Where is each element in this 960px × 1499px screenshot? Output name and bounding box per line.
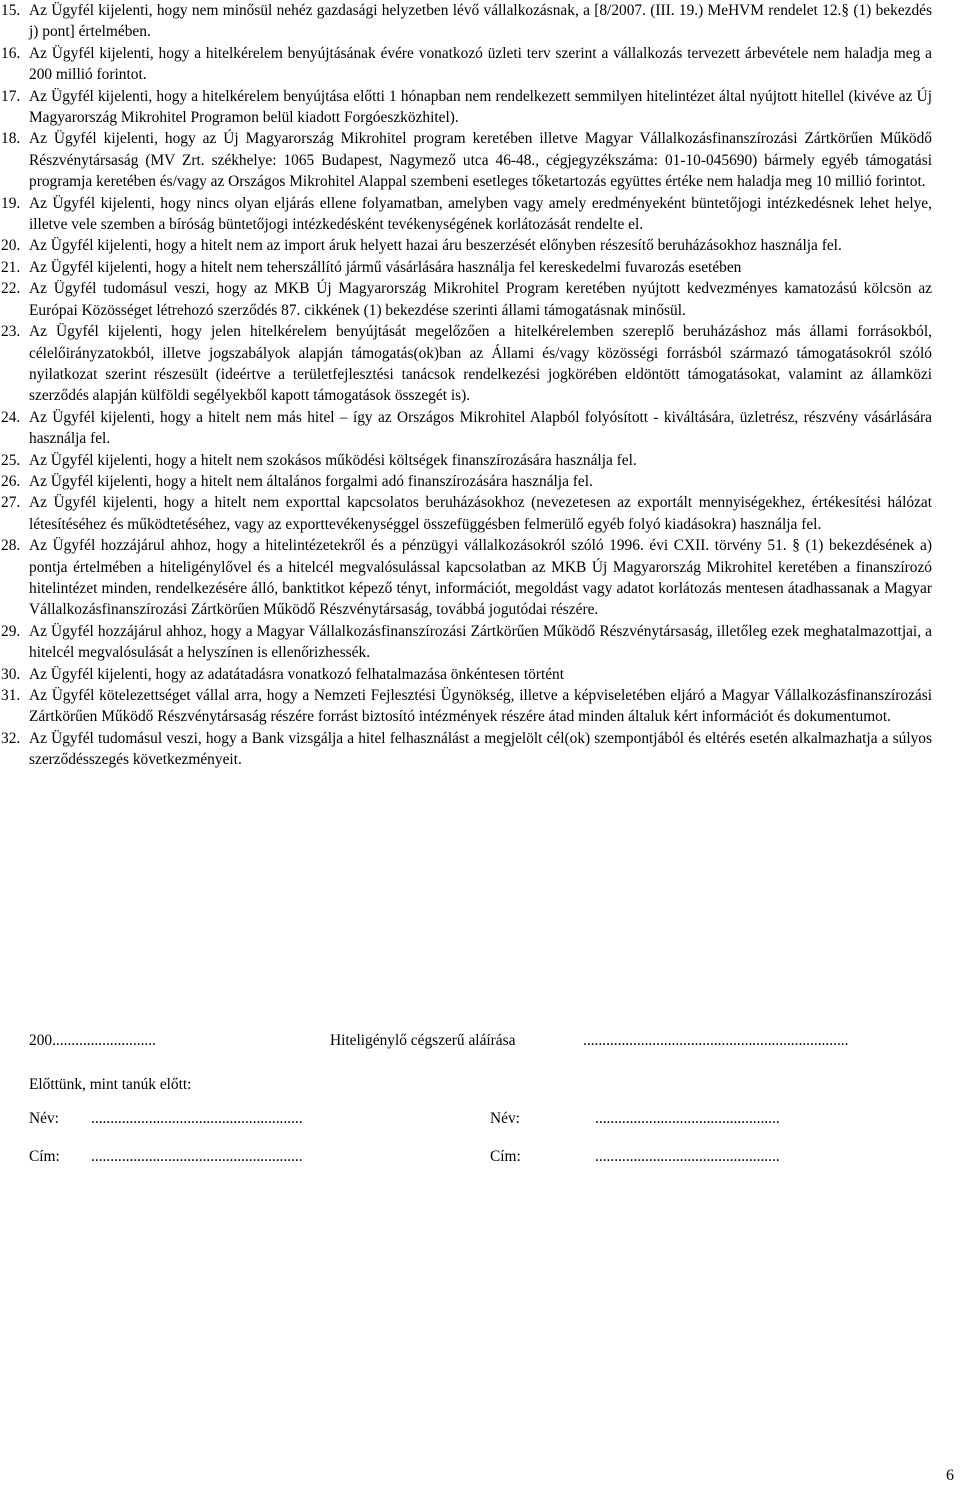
witness-1-name-label: Név: xyxy=(29,1110,59,1127)
clause-27: 27. Az Ügyfél kijelenti, hogy a hitelt nem exporttal kapcsolatos beruházásokhoz (nevezetesen az exportált mennyiségekhez, értékesítési hálózat létesítéséhez és működtetéséhez, vagy az exporttevékenységgel összefüggésben felmerülő egyéb folyó kiadásokra) használja fel. xyxy=(1,494,932,533)
clause-16: 16. Az Ügyfél kijelenti, hogy a hitelkérelem benyújtásának évére vonatkozó üzleti terv szerint a vállalkozás tervezett árbevétele nem haladja meg a 200 millió forintot. xyxy=(1,44,932,84)
witness-1-name-line[interactable]: ....................................................... xyxy=(91,1110,303,1127)
witness-heading: Előttünk, mint tanúk előtt: xyxy=(29,1076,192,1093)
clause-25: 25. Az Ügyfél kijelenti, hogy a hitelt nem szokásos működési költségek finanszírozására használja fel. xyxy=(1,451,637,469)
clause-30: 30. Az Ügyfél kijelenti, hogy az adatátadásra vonatkozó felhatalmazása önkéntesen történt xyxy=(1,665,565,683)
witness-2-address-label: Cím: xyxy=(490,1148,521,1165)
clause-26: 26. Az Ügyfél kijelenti, hogy a hitelt nem általános forgalmi adó finanszírozására használja fel. xyxy=(1,472,593,490)
clause-22: 22. Az Ügyfél tudomásul veszi, hogy az MKB Új Magyarország Mikrohitel Program keretében nyújtott kedvezményes kamatozású kölcsön az Európai Közösséget létrehozó szerződés 87. cikkének (1) bekezdése szerinti állami támogatásnak minősül. xyxy=(1,280,932,319)
clause-20: 20. Az Ügyfél kijelenti, hogy a hitelt nem az import áruk helyett hazai áru beszerzését előnyben részesítő beruházásokhoz használja fel. xyxy=(1,237,842,255)
witness-2-name-label: Név: xyxy=(490,1110,520,1127)
clause-15: 15. Az Ügyfél kijelenti, hogy nem minősül nehéz gazdasági helyzetben lévő vállalkozásnak, a [8/2007. (III. 19.) MeHVM rendelet 12.§ (1) bekezdés j) pont] értelmében. xyxy=(1,2,932,41)
witness-1-address-line[interactable]: ....................................................... xyxy=(91,1148,303,1165)
clause-28: 28. Az Ügyfél hozzájárul ahhoz, hogy a hitelintézetekről és a pénzügyi vállalkozásokról szóló 1996. évi CXII. törvény 51. § (1) bekezdésének a) pontja értelmében a hiteligénylővel és a hitelcél megvalósulással kapcsolatban az MKB Új Magyarország Mikrohitel keretében a finanszírozó hitelintézet minden, rendelkezésére álló, banktitkot képező tényt, információt, megoldást vagy adatot korlátozás mentesen átadhassanak a Magyar Vállalkozásfinanszírozási Zártkörűen Működő Részvénytársaság, továbbá jogutódai részére. xyxy=(1,537,932,619)
clause-list xyxy=(0,0,932,771)
date-field[interactable]: 200........................... xyxy=(29,1032,156,1049)
witness-1-address-label: Cím: xyxy=(29,1148,60,1165)
clause-18: 18. Az Ügyfél kijelenti, hogy az Új Magyarország Mikrohitel program keretében illetve Magyar Vállalkozásfinanszírozási Zártkörűen Működő Részvénytársaság (MV Zrt. székhelye: 1065 Budapest, Nagymező utca 46-48., cégjegyzékszáma: 01-10-045690) bármely egyéb támogatási programja keretében és/vagy az Országos Mikrohitel Alappal szembeni esetleges tőketartozás együttes értéke nem haladja meg 10 millió forintot. xyxy=(1,130,932,191)
witness-2-name-line[interactable]: ................................................ xyxy=(595,1110,780,1127)
clause-23: 23. Az Ügyfél kijelenti, hogy jelen hitelkérelem benyújtását megelőzően a hitelkérelemben szereplő beruházáshoz más állami forrásokból, célelőirányzatokból, illetve jogszabályok alapján támogatás(ok)ban az Állami és/vagy közösségi forrásból származó támogatásokról szóló nyilatkozat szerint részesült (ideértve a területfejlesztési tanácsok rendelkezési jogkörében eldöntött támogatásokat, valamint az államközi szerződés alapján külföldi segélyekből kapott támogatások összegét is). xyxy=(1,323,932,405)
clause-32: 32. Az Ügyfél tudomásul veszi, hogy a Bank vizsgálja a hitel felhasználást a megjelölt cél(ok) szempontjából és eltérés esetén alkalmazhatja a súlyos szerződésszegés következményeit. xyxy=(1,729,932,769)
clause-21: 21. Az Ügyfél kijelenti, hogy a hitelt nem teherszállító jármű vásárlására használja fel kereskedelmi fuvarozás esetében xyxy=(1,258,742,276)
clause-19: 19. Az Ügyfél kijelenti, hogy nincs olyan eljárás ellene folyamatban, amelyben vagy amely eredményeként büntetőjogi intézkedésnek lehet helye, illetve vele szemben a bíróság büntetőjogi intézkedésként tevékenységének korlátozását rendelte el. xyxy=(1,194,932,234)
witness-2-address-line[interactable]: ................................................ xyxy=(595,1148,780,1165)
clause-29: 29. Az Ügyfél hozzájárul ahhoz, hogy a Magyar Vállalkozásfinanszírozási Zártkörűen Működő Részvénytársaság, illetőleg ezek meghatalmazottjai, a hitelcél megvalósulását a helyszínen is ellenőrizhessék. xyxy=(1,622,932,662)
applicant-signature-line[interactable]: ..................................................................... xyxy=(583,1032,849,1049)
page-number: 6 xyxy=(946,1467,954,1484)
clause-24: 24. Az Ügyfél kijelenti, hogy a hitelt nem más hitel – így az Országos Mikrohitel Alapból folyósított - kiváltására, üzletrész, részvény vásárlására használja fel. xyxy=(1,408,932,448)
clause-17: 17. Az Ügyfél kijelenti, hogy a hitelkérelem benyújtása előtti 1 hónapban nem rendelkezett semmilyen hitelintézet által nyújtott hitellel (kivéve az Új Magyarország Mikrohitel Programon belül kiadott Forgóeszközhitel). xyxy=(1,87,932,127)
clause-31: 31. Az Ügyfél kötelezettséget vállal arra, hogy a Nemzeti Fejlesztési Ügynökség, illetve a képviseletében eljáró a Magyar Vállalkozásfinanszírozási Zártkörűen Működő Részvénytársaság részére forrást biztosító intézmények részére átad minden általuk kért információt és dokumentumot. xyxy=(1,687,932,726)
applicant-signature-label: Hiteligénylő cégszerű aláírása xyxy=(330,1032,516,1049)
